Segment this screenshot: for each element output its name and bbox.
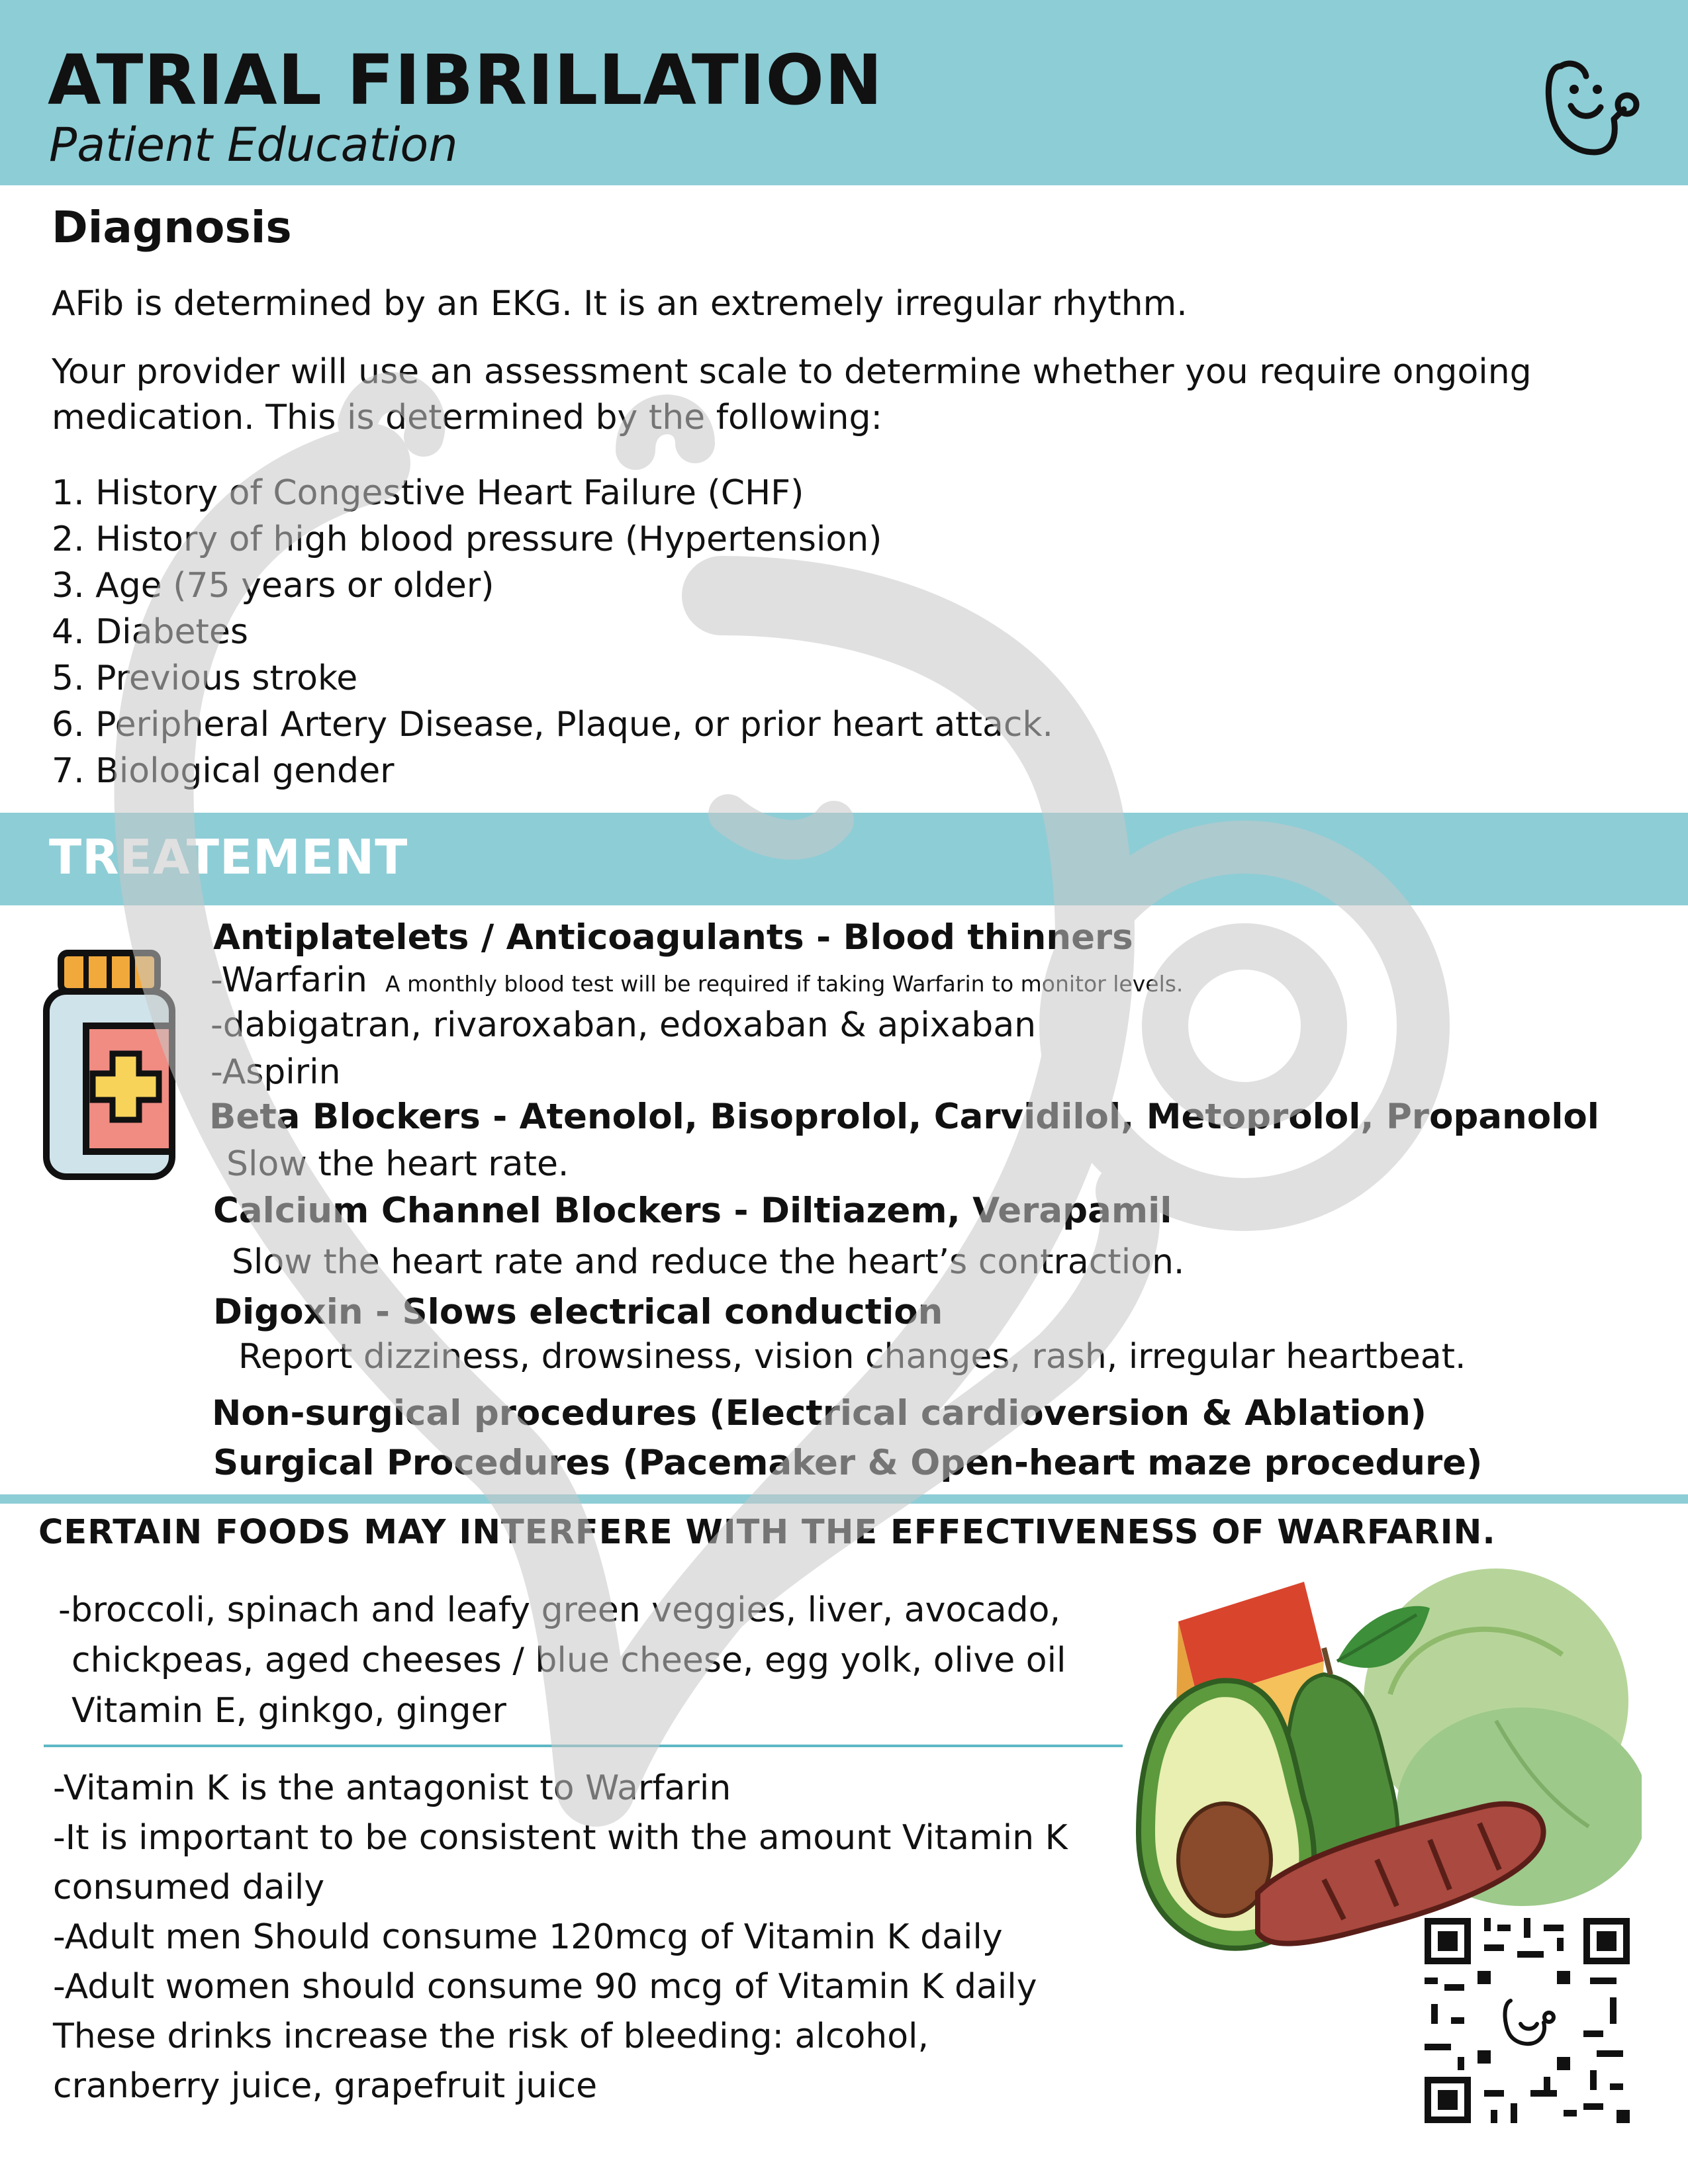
digoxin-heading: Digoxin - Slows electrical conduction	[213, 1292, 943, 1332]
list-item: -It is important to be consistent with the amount Vitamin K	[53, 1818, 1068, 1858]
warfarin-label: -Warfarin	[211, 960, 367, 1000]
list-item: -Adult women should consume 90 mcg of Vitamin K daily	[53, 1967, 1037, 2007]
treatment-heading: TREATEMENT	[49, 829, 408, 885]
diagnosis-paragraph-line2: medication. This is determined by the following:	[52, 398, 882, 437]
list-item: -Adult men Should consume 120mcg of Vitamin K daily	[53, 1917, 1003, 1957]
foods-heading: CERTAIN FOODS MAY INTERFERE WITH THE EFFECTIVENESS OF WARFARIN.	[38, 1513, 1496, 1552]
ccb-desc: Slow the heart rate and reduce the heart’s contraction.	[232, 1242, 1185, 1282]
list-item: 2. History of high blood pressure (Hypertension)	[52, 520, 882, 559]
beta-blockers-desc: Slow the heart rate.	[226, 1144, 569, 1184]
list-item: 3. Age (75 years or older)	[52, 566, 494, 606]
doac-list: -dabigatran, rivaroxaban, edoxaban & apixaban	[211, 1005, 1037, 1045]
list-item: consumed daily	[53, 1868, 325, 1907]
diagnosis-paragraph-line1: Your provider will use an assessment scale to determine whether you require ongoing	[52, 352, 1532, 392]
surgical-procedures: Surgical Procedures (Pacemaker & Open-heart maze procedure)	[213, 1443, 1483, 1483]
stethoscope-logo-icon	[1534, 46, 1640, 162]
anticoagulant-heading: Antiplatelets / Anticoagulants - Blood thinners	[213, 917, 1133, 958]
page-subtitle: Patient Education	[49, 118, 458, 172]
foods-list-line1: -broccoli, spinach and leafy green veggies, liver, avocado,	[58, 1590, 1061, 1630]
list-item: These drinks increase the risk of bleeding: alcohol,	[53, 2017, 929, 2056]
page-title: ATRIAL FIBRILLATION	[48, 40, 883, 120]
diagnosis-intro: AFib is determined by an EKG. It is an extremely irregular rhythm.	[52, 284, 1188, 324]
foods-list-line2: chickpeas, aged cheeses / blue cheese, egg yolk, olive oil	[71, 1641, 1066, 1680]
list-item: 6. Peripheral Artery Disease, Plaque, or prior heart attack.	[52, 705, 1054, 745]
warfarin-row	[211, 957, 1183, 1003]
list-item: 1. History of Congestive Heart Failure (CHF)	[52, 473, 804, 513]
list-item: 4. Diabetes	[52, 612, 248, 652]
list-item: -Vitamin K is the antagonist to Warfarin	[53, 1768, 731, 1808]
medicine-bottle-icon	[40, 948, 179, 1183]
foods-divider	[44, 1745, 1123, 1747]
section-divider	[0, 1494, 1688, 1504]
list-item: 5. Previous stroke	[52, 659, 358, 698]
ccb-heading: Calcium Channel Blockers - Diltiazem, Verapamil	[213, 1191, 1172, 1231]
criteria-list	[52, 470, 1053, 794]
qr-code[interactable]	[1425, 1918, 1630, 2123]
food-illustration	[1125, 1549, 1642, 1966]
foods-list-line3: Vitamin E, ginkgo, ginger	[71, 1691, 506, 1731]
diagnosis-heading: Diagnosis	[52, 202, 292, 253]
list-item: cranberry juice, grapefruit juice	[53, 2066, 598, 2106]
warfarin-note: A monthly blood test will be required if taking Warfarin to monitor levels.	[385, 971, 1184, 997]
digoxin-desc: Report dizziness, drowsiness, vision changes, rash, irregular heartbeat.	[238, 1337, 1466, 1377]
vitamin-k-notes	[53, 1764, 1068, 2111]
aspirin-item: -Aspirin	[211, 1052, 341, 1092]
list-item: 7. Biological gender	[52, 751, 395, 791]
nonsurgical-procedures: Non-surgical procedures (Electrical cardioversion & Ablation)	[212, 1393, 1427, 1433]
beta-blockers-heading: Beta Blockers - Atenolol, Bisoprolol, Carvidilol, Metoprolol, Propanolol	[209, 1097, 1599, 1137]
